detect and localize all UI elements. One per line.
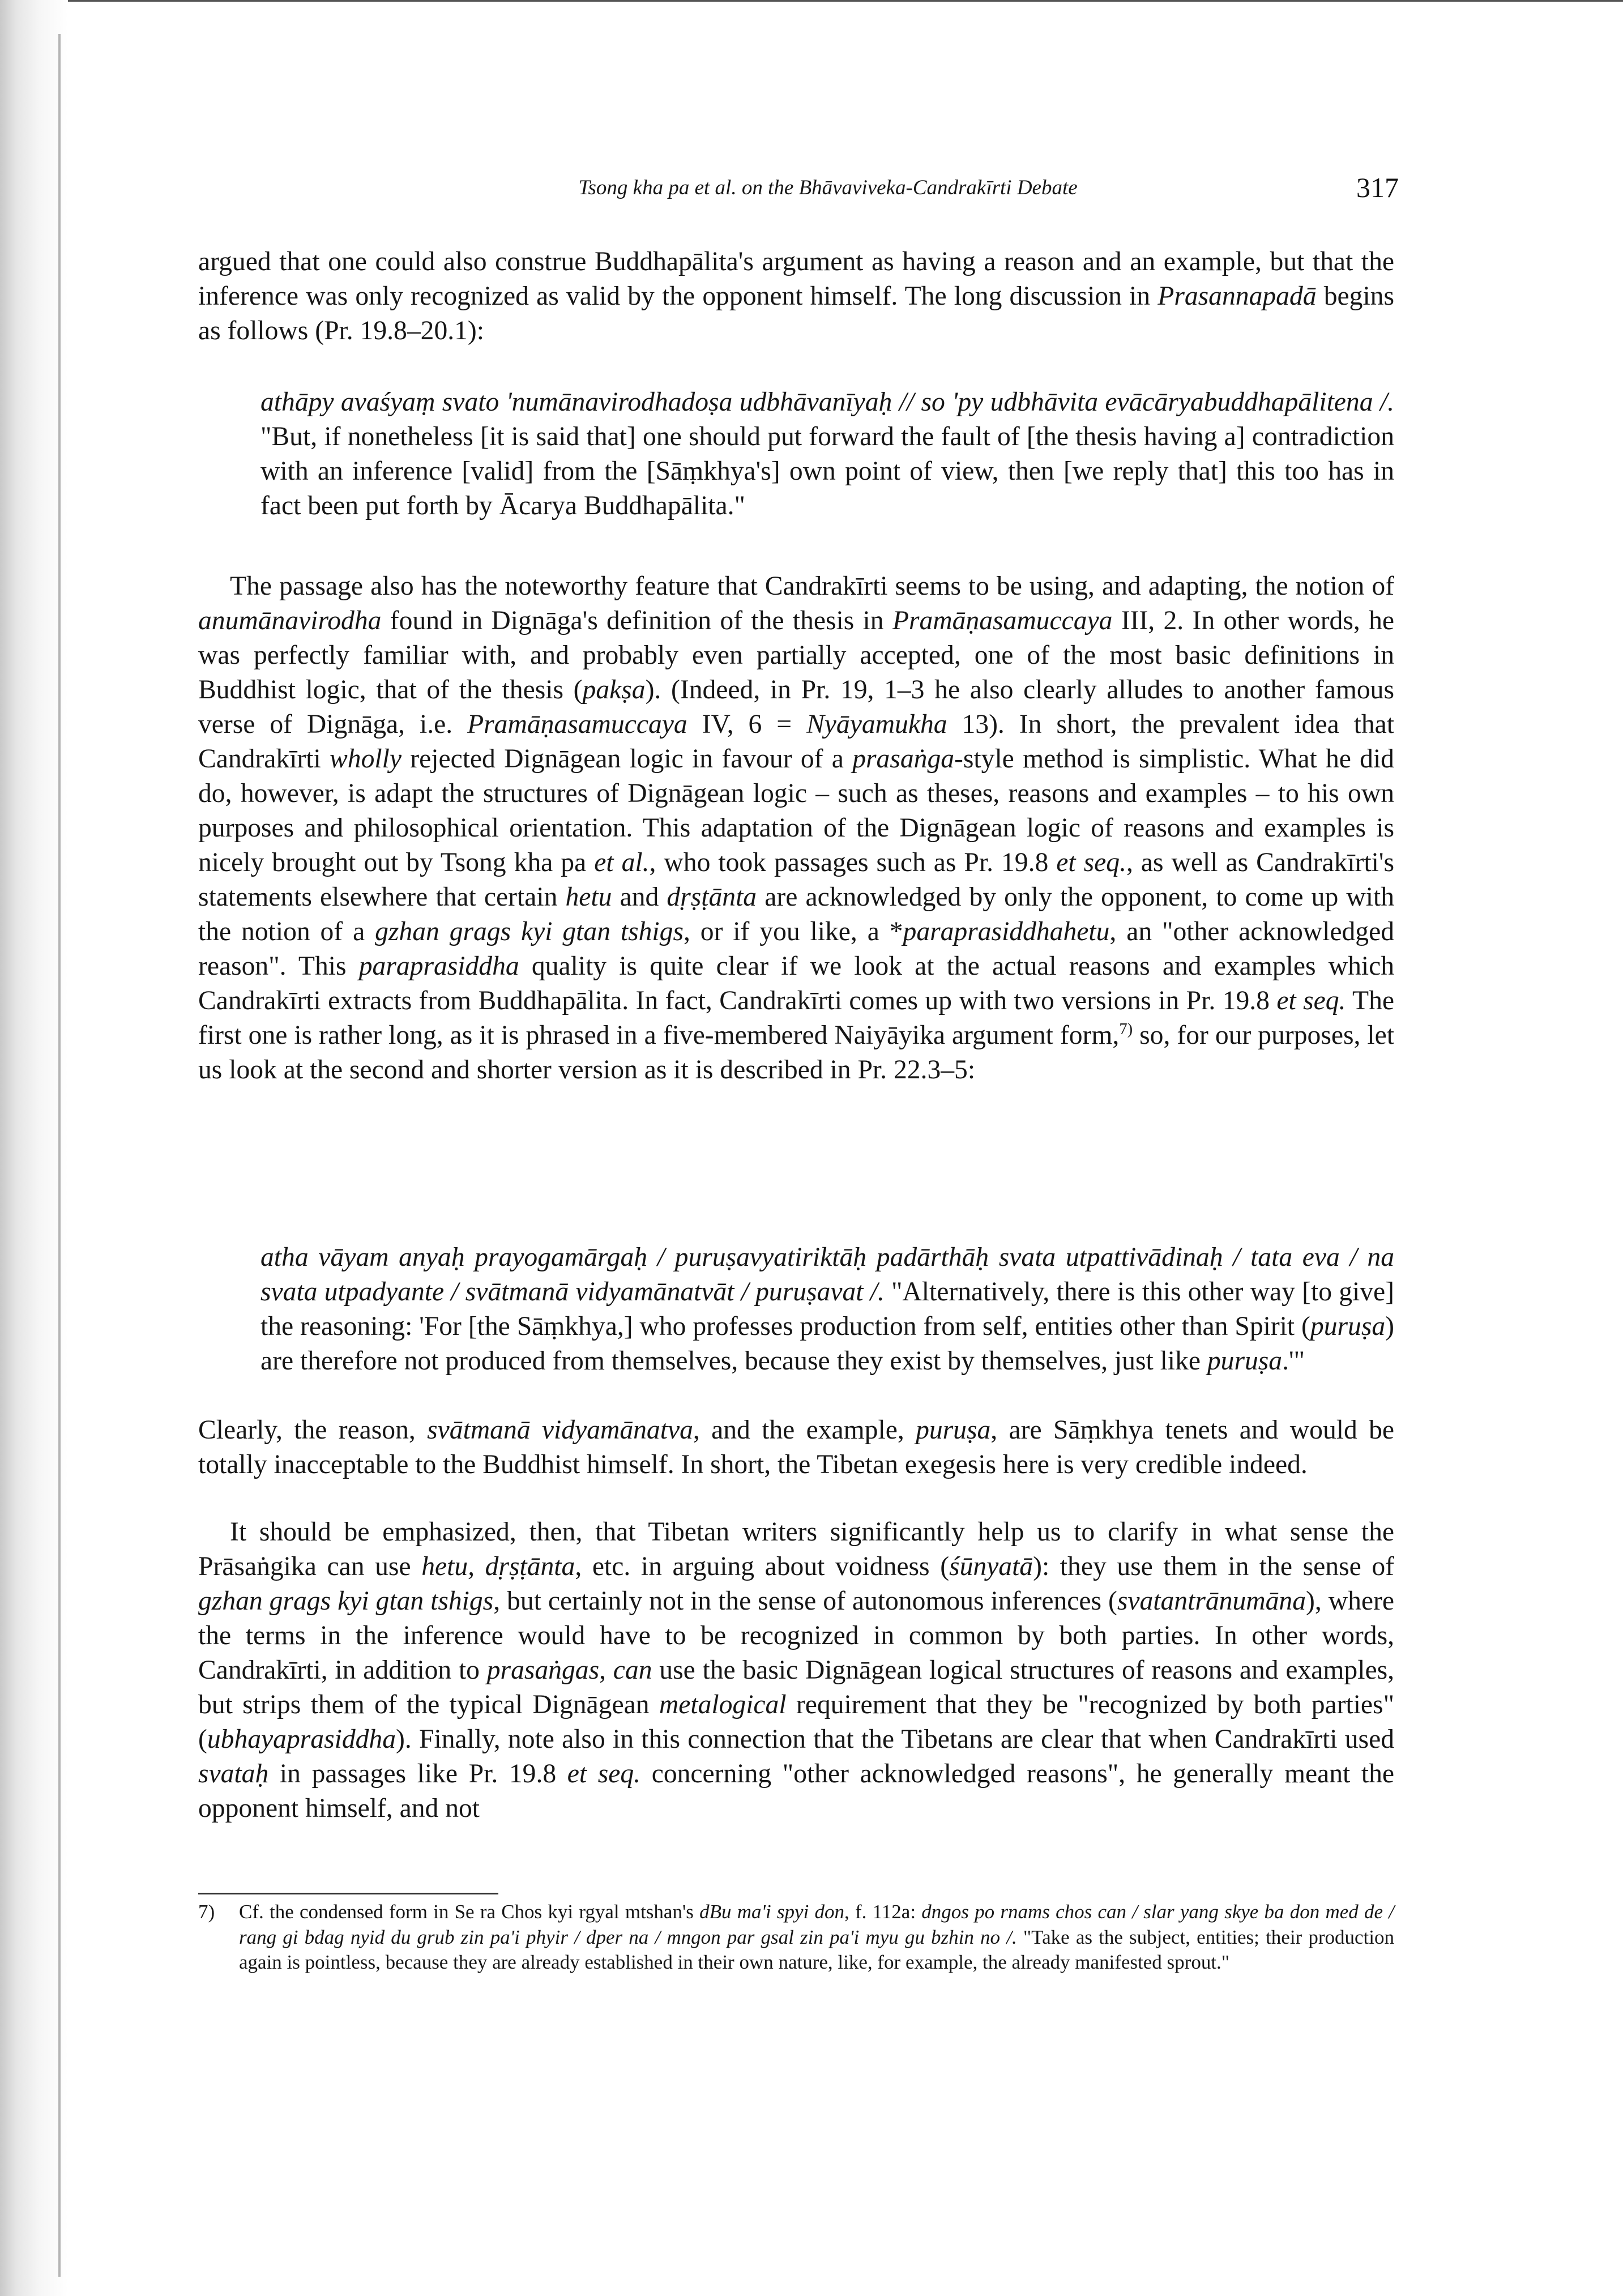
- scan-binding-line: [58, 34, 61, 2277]
- page-number: 317: [1356, 172, 1399, 203]
- paragraph-4: It should be emphasized, then, that Tibetan writers significantly help us to clarify in what sense the Prāsaṅgika can use hetu, dṛṣṭānta, etc. in arguing about voidness (śūnyatā): they use them in the sense of gzhan grags kyi gtan tshigs, but certainly not in the sense of autonomous inferences (svatantrānumāna), where the terms in the inference would have to be recognized in common by both parties. In other words, Candrakīrti, in addition to prasaṅgas, can use the basic Dignāgean logical structures of reasons and examples, but strips them of the typical Dignāgean metalogical requirement that they be "recognized by both parties" (ubhayaprasiddha). Finally, note also in this connection that the Tibetans are clear that when Candrakīrti used svataḥ in passages like Pr. 19.8 et seq. concerning "other acknowledged reasons", he generally meant the opponent himself, and not: [198, 1517, 1394, 1823]
- footnote-rule: [198, 1893, 498, 1894]
- paragraph-2: The passage also has the noteworthy feature that Candrakīrti seems to be using, and adapting, the notion of anumānavirodha found in Dignāga's definition of the thesis in Pramāṇasamuccaya III, 2. In other words, he was perfectly familiar with, and probably even partially accepted, one of the most basic definitions in Buddhist logic, that of the thesis (pakṣa). (Indeed, in Pr. 19, 1–3 he also clearly alludes to another famous verse of Dignāga, i.e. Pramāṇasamuccaya IV, 6 = Nyāyamukha 13). In short, the prevalent idea that Candrakīrti wholly rejected Dignāgean logic in favour of a prasaṅga-style method is simplistic. What he did do, however, is adapt the structures of Dignāgean logic – such as theses, reasons and examples – to his own purposes and philosophical orientation. This adaptation of the Dignāgean logic of reasons and examples is nicely brought out by Tsong kha pa et al., who took passages such as Pr. 19.8 et seq., as well as Candrakīrti's statements elsewhere that certain hetu and dṛṣṭānta are acknowledged by only the opponent, to come up with the notion of a gzhan grags kyi gtan tshigs, or if you like, a *paraprasiddhahetu, an "other acknowledged reason". This paraprasiddha quality is quite clear if we look at the actual reasons and examples which Candrakīrti extracts from Buddhapālita. In fact, Candrakīrti comes up with two versions in Pr. 19.8 et seq. The first one is rather long, as it is phrased in a five-membered Naiyāyika argument form,$^{7)}$ so, for our purposes, let us look at the second and shorter version as it is described in Pr. 22.3–5:: [198, 571, 1395, 1085]
- scan-binding-shadow: [0, 0, 68, 2296]
- paragraph-1: argued that one could also construe Buddhapālita's argument as having a reason and an example, but that the inference was only recognized as valid by the opponent himself. The long discussion in Prasannapadā begins as follows (Pr. 19.8–20.1):: [198, 247, 1394, 345]
- footnote-7: 7) Cf. the condensed form in Se ra Chos kyi rgyal mtshan's dBu ma'i spyi don, f. 112a: dngos po rnams chos can / slar yang skye ba don med de / rang gi bdag nyid du grub zin pa'i phyir / dper na / mngon par gsal zin pa'i myu gu bzhin no /. "Take as the subject, entities; their production again is pointless, because they are already established in their own nature, like, for example, the already manifested sprout.": [198, 1901, 1395, 1973]
- scan-top-edge: [0, 0, 1623, 2]
- running-head: Tsong kha pa et al. on the Bhāvaviveka-Candrakīrti Debate: [578, 176, 1078, 199]
- sanskrit-quote: athāpy avaśyaṃ svato 'numānavirodhadoṣa udbhāvanīyaḥ // so 'py udbhāvita evācāryabuddhapālitena /.: [260, 387, 1394, 417]
- block-quote-1: [260, 385, 1394, 523]
- paragraph-3: Clearly, the reason, svātmanā vidyamānatva, and the example, puruṣa, are Sāṃkhya tenets and would be totally inacceptable to the Buddhist himself. In short, the Tibetan exegesis here is very credible indeed.: [198, 1415, 1395, 1479]
- sanskrit-quote: atha vāyam anyaḥ prayogamārgaḥ / puruṣavyatiriktāḥ padārthāḥ svata utpattivādinaḥ / tata eva / na svata utpadyante / svātmanā vidyamānatvāt / puruṣavat /.: [260, 1243, 1394, 1307]
- quote-translation: "But, if nonetheless [it is said that] one should put forward the fault of [the thesis having a] contradiction with an inference [valid] from the [Sāṃkhya's] own point of view, then [we reply that] this too has in fact been put forth by Ācarya Buddhapālita.": [260, 422, 1394, 520]
- block-quote-2: atha vāyam anyaḥ prayogamārgaḥ / puruṣavyatiriktāḥ padārthāḥ svata utpattivādinaḥ / tata eva / na svata utpadyante / svātmanā vidyamānatvāt / puruṣavat /. "Alternatively, there is this other way [to give] the reasoning: 'For [the Sāṃkhya,] who professes production from self, entities other than Spirit (puruṣa) are therefore not produced from themselves, because they exist by themselves, just like puruṣa.'": [260, 1243, 1395, 1376]
- footnote-number: 7): [198, 1901, 215, 1923]
- footnote-ref[interactable]: 7): [1119, 1021, 1133, 1039]
